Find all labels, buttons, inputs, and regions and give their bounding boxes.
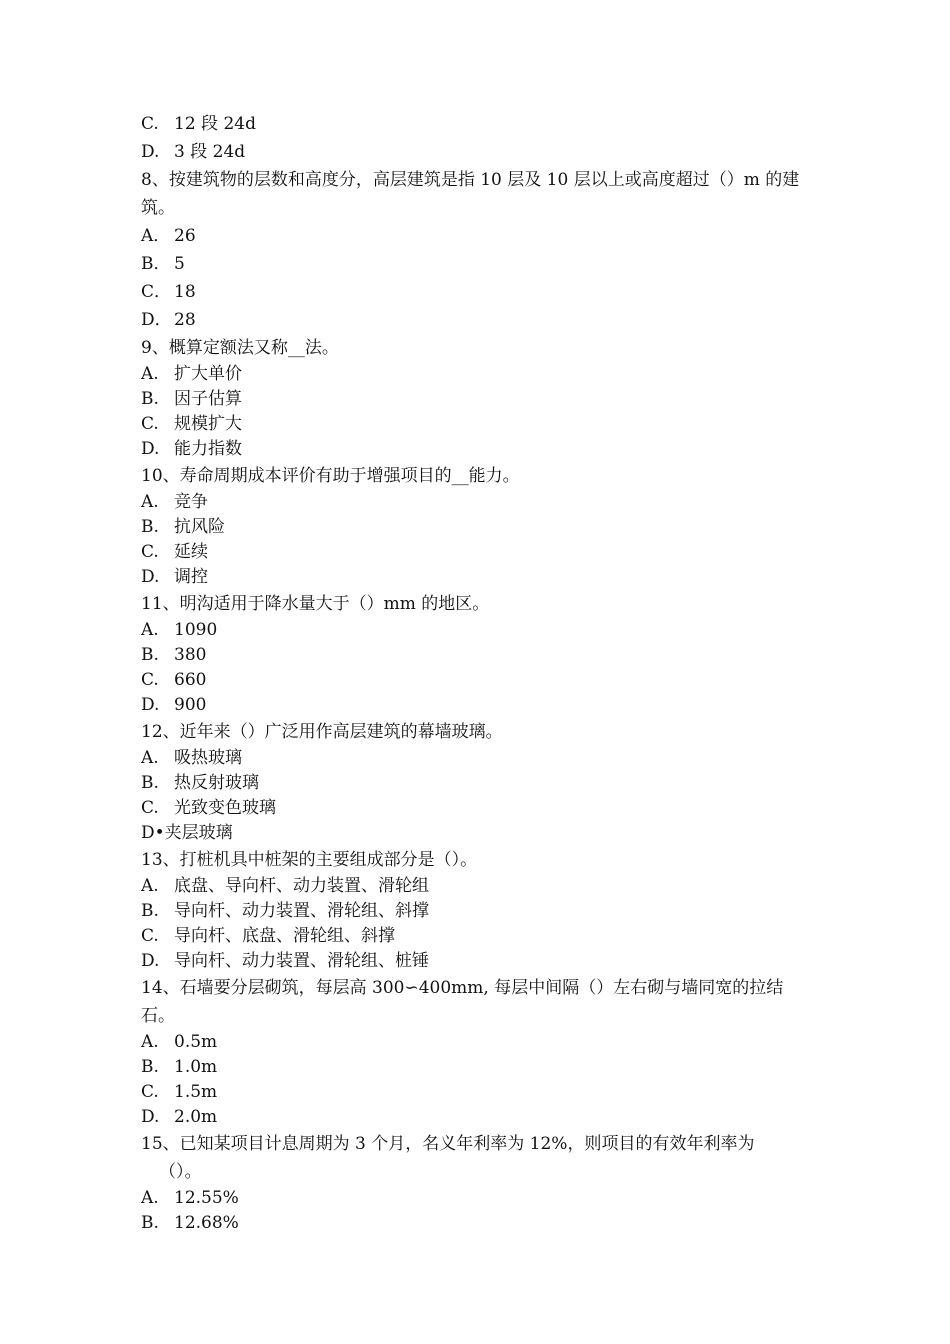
option-letter: B.: [141, 1213, 159, 1233]
answer-option: [141, 387, 813, 412]
option-letter: C.: [141, 542, 159, 562]
option-text: 导向杆、动力装置、滑轮组、斜撑: [174, 901, 429, 921]
option-letter: A．: [141, 226, 171, 246]
option-text: 3 段 24d: [174, 142, 246, 162]
option-text: 18: [174, 282, 196, 302]
option-text: 900: [174, 695, 207, 715]
question-continuation: （）。: [159, 1162, 202, 1182]
answer-option: [141, 1055, 813, 1080]
option-text: 1.5m: [174, 1082, 218, 1102]
answer-option: [141, 515, 813, 540]
answer-option: [141, 949, 813, 974]
answer-option: [141, 540, 813, 565]
answer-option: [141, 1030, 813, 1055]
option-text: 延续: [174, 542, 208, 562]
question-stem: 13、打桩机具中桩架的主要组成部分是（）。: [141, 850, 478, 870]
option-letter: C.: [141, 1082, 159, 1102]
option-letter: D.: [141, 1107, 160, 1127]
question-stem: 9、概算定额法又称__法。: [141, 338, 339, 358]
option-text: 底盘、导向杆、动力装置、滑轮组: [174, 876, 429, 896]
option-text: 导向杆、底盘、滑轮组、斜撑: [174, 926, 395, 946]
option-text: 660: [174, 670, 207, 690]
option-letter: C.: [141, 798, 159, 818]
answer-option: [141, 796, 813, 821]
question-stem: 14、石墙要分层砌筑，每层高 300∽400mm, 每层中间隔（）左右砌与墙同宽的拉结石。: [141, 978, 784, 1026]
option-letter: C.: [141, 114, 159, 134]
answer-option: [141, 1080, 813, 1105]
option-letter: A.: [141, 492, 159, 512]
answer-option: [141, 899, 813, 924]
option-letter: A.: [141, 364, 159, 384]
question-text: [141, 974, 813, 1030]
question-text: [141, 462, 813, 490]
option-letter: C．: [141, 282, 172, 302]
option-text: 26: [174, 226, 196, 246]
option-text: 1090: [174, 620, 218, 640]
answer-option: [141, 565, 813, 590]
option-letter: B.: [141, 901, 159, 921]
answer-option: [141, 1186, 813, 1211]
question-text: [141, 334, 813, 362]
option-letter: A.: [141, 1032, 159, 1052]
option-letter: B．: [141, 254, 171, 274]
option-text: 0.5m: [174, 1032, 218, 1052]
option-letter: A.: [141, 876, 159, 896]
answer-option: [141, 1211, 813, 1236]
question-text: [141, 1130, 813, 1186]
option-text: 12.55%: [174, 1188, 239, 1208]
option-text: 热反射玻璃: [174, 773, 259, 793]
answer-option: [141, 110, 813, 138]
question-stem: 11、明沟适用于降水量大于（）mm 的地区。: [141, 594, 490, 614]
answer-option: [141, 693, 813, 718]
answer-option: [141, 362, 813, 387]
question-stem: 8、按建筑物的层数和高度分，高层建筑是指 10 层及 10 层以上或高度超过（）m 的建筑。: [141, 170, 800, 218]
option-text: 5: [174, 254, 185, 274]
option-letter: C.: [141, 926, 159, 946]
option-text: 380: [174, 645, 207, 665]
answer-option: [141, 618, 813, 643]
option-letter: D.: [141, 951, 160, 971]
answer-option: [141, 437, 813, 462]
option-letter: C.: [141, 414, 159, 434]
answer-option-inline: D•夹层玻璃: [141, 823, 233, 843]
exam-questions: [141, 110, 813, 1236]
option-letter: C.: [141, 670, 159, 690]
option-letter: D.: [141, 439, 160, 459]
option-letter: D.: [141, 695, 160, 715]
option-letter: B.: [141, 1057, 159, 1077]
question-text: [141, 166, 813, 222]
answer-option: [141, 746, 813, 771]
option-letter: B.: [141, 645, 159, 665]
option-letter: B.: [141, 389, 159, 409]
option-text: 光致变色玻璃: [174, 798, 276, 818]
option-letter: A.: [141, 620, 159, 640]
question-stem: 12、近年来（）广泛用作高层建筑的幕墙玻璃。: [141, 722, 503, 742]
answer-option: [141, 668, 813, 693]
answer-option: [141, 924, 813, 949]
option-letter: D．: [141, 310, 172, 330]
option-letter: B.: [141, 517, 159, 537]
option-letter: A.: [141, 748, 159, 768]
option-text: 调控: [174, 567, 208, 587]
answer-option: [141, 306, 813, 334]
option-letter: D.: [141, 567, 160, 587]
question-text: [141, 718, 813, 746]
option-text: 12.68%: [174, 1213, 239, 1233]
option-letter: B.: [141, 773, 159, 793]
option-text: 2.0m: [174, 1107, 218, 1127]
question-stem: 15、已知某项目计息周期为 3 个月，名义年利率为 12%，则项目的有效年利率为: [141, 1134, 755, 1154]
option-text: 1.0m: [174, 1057, 218, 1077]
answer-option: [141, 1105, 813, 1130]
answer-option: [141, 643, 813, 668]
answer-option: [141, 138, 813, 166]
answer-option: [141, 250, 813, 278]
option-text: 因子估算: [174, 389, 242, 409]
answer-option: [141, 771, 813, 796]
option-letter: A.: [141, 1188, 159, 1208]
option-text: 28: [174, 310, 196, 330]
question-text: [141, 846, 813, 874]
option-text: 规模扩大: [174, 414, 242, 434]
option-text: 12 段 24d: [174, 114, 256, 134]
option-text: 能力指数: [174, 439, 242, 459]
option-text: 竞争: [174, 492, 208, 512]
option-letter: D.: [141, 142, 160, 162]
option-text: 导向杆、动力装置、滑轮组、桩锤: [174, 951, 429, 971]
option-text: 吸热玻璃: [174, 748, 242, 768]
answer-option: [141, 874, 813, 899]
answer-option: [141, 222, 813, 250]
answer-option: [141, 412, 813, 437]
option-text: 抗风险: [174, 517, 225, 537]
question-stem: 10、寿命周期成本评价有助于增强项目的__能力。: [141, 466, 520, 486]
question-text: [141, 590, 813, 618]
option-text: 扩大单价: [174, 364, 242, 384]
answer-option: [141, 278, 813, 306]
answer-option: [141, 490, 813, 515]
